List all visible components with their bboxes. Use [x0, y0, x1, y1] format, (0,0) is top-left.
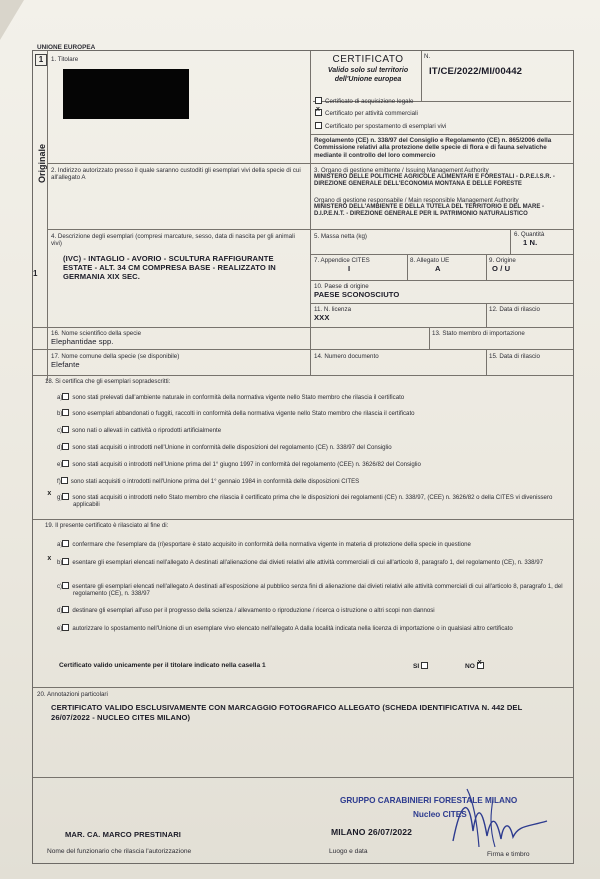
descrizione-value: (IVC) - INTAGLIO - AVORIO - SCULTURA RAFFIGURANTE ESTATE - ALT. 34 CM COMPRESA BASE - REALIZZATO IN GERMANIA XIX SEC.: [63, 254, 276, 281]
checkbox-18-d[interactable]: [62, 443, 69, 450]
option-spostamento[interactable]: Certificato per spostamento di esemplari vivi: [315, 122, 565, 130]
quantita-value: 1 N.: [523, 238, 538, 247]
indirizzo-label: 2. Indirizzo autorizzato presso il quale saranno custoditi gli esemplari vivi della specie di cui all'allegato A: [51, 167, 301, 182]
titolare-label: 1. Titolare: [51, 56, 79, 63]
section-18-item-b[interactable]: b) sono esemplari abbandonati o fuggiti, raccolti in conformità della normativa vigente nello Stato membro che rilascia il certificato: [57, 410, 415, 417]
allegato-value: A: [435, 264, 441, 273]
origine-value: O / U: [492, 264, 511, 273]
nome-comune-value: Elefante: [51, 360, 80, 369]
regulation-text: Regolamento (CE) n. 338/97 del Consiglio e Regolamento (CE) n. 865/2006 della Commissione relativi alla protezione delle specie di flora e di fauna selvatiche mediante il controllo del loro commercio: [314, 137, 552, 159]
organo-emittente-value: MINISTERO DELLE POLITICHE AGRICOLE ALIMENTARI E FORESTALI - D.P.E.I.S.R. - DIREZIONE GENERALE DELL'ECONOMIA MONTANA E DELLE FORESTE: [314, 174, 555, 188]
place-date-label: Luogo e data: [329, 848, 368, 855]
validity-note: Valido solo sul territorio dell'Unione europea: [327, 67, 409, 83]
checkbox-18-e[interactable]: [62, 460, 69, 467]
folded-corner: [0, 0, 24, 40]
section-18-list: [57, 393, 567, 511]
checkbox-18-b[interactable]: [62, 409, 69, 416]
redacted-holder: [63, 69, 189, 119]
certificate-options: [315, 97, 565, 130]
union-header: UNIONE EUROPEA: [37, 44, 96, 51]
checkbox-19-a[interactable]: [62, 540, 69, 547]
option-acquisizione[interactable]: Certificato di acquisizione legale: [315, 97, 565, 105]
stato-importazione-label: 13. Stato membro di importazione: [432, 330, 525, 337]
checkbox-19-e[interactable]: [62, 624, 69, 631]
organo-emittente-label: 3. Organo di gestione emittente / Issuing Management Authority: [314, 167, 489, 174]
organo-responsabile-value: MINISTERO DELL'AMBIENTE E DELLA TUTELA DEL TERRITORIO E DEL MARE - D.I.P.E.N.T. - DIREZIONE GENERALE PER IL PATRIMONIO NATURALISTICO: [314, 204, 544, 218]
section-19-item-d[interactable]: d) destinare gli esemplari all'uso per il progresso della scienza / allevamento o riproduzione / ricerca o istruzione o altri scopi non dannosi: [57, 607, 435, 614]
checkbox-18-g[interactable]: [62, 493, 69, 500]
official-name: MAR. CA. MARCO PRESTINARI: [65, 830, 181, 839]
data-rilascio-12-label: 12. Data di rilascio: [489, 306, 540, 313]
form-frame: [32, 44, 574, 864]
massa-label: 5. Massa netta (kg): [314, 233, 367, 240]
option-commerciali[interactable]: xCertificato per attività commerciali: [315, 109, 565, 117]
checkbox-19-d[interactable]: [62, 606, 69, 613]
paese-label: 10. Paese di origine: [314, 283, 369, 290]
si-option[interactable]: SI: [413, 662, 431, 670]
no-option[interactable]: NO x: [465, 662, 487, 670]
box-1-bottom: 1: [33, 269, 38, 278]
organo-responsabile-label: Organo di gestione responsabile / Main responsible Management Authority: [314, 197, 519, 204]
nome-scientifico-label: 16. Nome scientifico della specie: [51, 330, 142, 337]
nome-comune-label: 17. Nome comune della specie (se disponibile): [51, 353, 180, 360]
section-18-item-f[interactable]: f) sono stati acquisiti o introdotti nell'Unione prima del 1° gennaio 1984 in conformità delle disposizioni CITES: [57, 478, 360, 485]
copy-label: Originale: [37, 143, 47, 183]
section-19-item-e[interactable]: e) autorizzare lo spostamento nell'Unione di un esemplare vivo elencato nell'allegato A dalla località indicata nella licenza di importazione o in qualsiasi altro certificato: [57, 625, 513, 632]
section-18-item-c[interactable]: c) sono nati o allevati in cattività o riprodotti artificialmente: [57, 427, 222, 434]
section-18-title: 18. Si certifica che gli esemplari sopradescritti:: [45, 378, 171, 385]
box-1-top: 1: [35, 54, 47, 66]
checkbox-acquisizione[interactable]: [315, 97, 322, 104]
licenza-value: XXX: [314, 313, 330, 322]
checkbox-19-b[interactable]: [62, 558, 69, 565]
stamp-line-1: GRUPPO CARABINIERI FORESTALE MILANO: [340, 796, 518, 805]
paese-value: PAESE SCONOSCIUTO: [314, 290, 400, 299]
no-label: N.: [424, 53, 431, 60]
section-19-item-a[interactable]: a) confermare che l'esemplare da (ri)esportare è stato acquisito in conformità della normativa vigente in materia di protezione della specie in questione: [57, 541, 471, 548]
quantita-label: 6. Quantità: [514, 231, 545, 238]
section-18-item-g[interactable]: g)x sono stati acquisiti o introdotti nello Stato membro che rilascia il certificato prima che le disposizioni dei regolamenti (CE) n. 338/97, (CEE) n. 3626/82 o della CITES vi divenissero applicabili: [57, 493, 567, 511]
allegato-label: 8. Allegato UE: [410, 257, 450, 264]
certificate-number: IT/CE/2022/MI/00442: [429, 66, 523, 77]
signature-label: Firma e timbro: [487, 851, 530, 858]
holder-validity-note: Certificato valido unicamente per il titolare indicato nella casella 1: [59, 662, 266, 669]
origine-label: 9. Origine: [489, 257, 516, 264]
appendice-label: 7. Appendice CITES: [314, 257, 370, 264]
nome-scientifico-value: Elephantidae spp.: [51, 337, 114, 346]
checkbox-18-a[interactable]: [62, 393, 69, 400]
checkbox-si[interactable]: [421, 662, 428, 669]
data-rilascio-15-label: 15. Data di rilascio: [489, 353, 540, 360]
licenza-label: 11. N. licenza: [314, 306, 352, 313]
place-date: MILANO 26/07/2022: [331, 827, 412, 837]
signature-icon: [443, 781, 553, 853]
checkbox-no[interactable]: [477, 662, 484, 669]
section-19-item-b[interactable]: b)x esentare gli esemplari elencati nell'allegato A destinati all'alienazione dai divieti relativi alle attività commerciali di cui all'articolo 8, paragrafo 1, del regolamento (CE), n. 338/97: [57, 558, 569, 582]
section-19-list: [57, 540, 569, 644]
certificate-title: CERTIFICATO: [332, 54, 404, 65]
section-19-title: 19. Il presente certificato è rilasciato al fine di:: [45, 522, 169, 529]
checkbox-commerciali[interactable]: [315, 109, 322, 116]
section-19-item-c[interactable]: c) esentare gli esemplari elencati nell'allegato A destinati all'esposizione al pubblico senza fini di alienazione dai divieti relativi alle attività commerciali di cui all'articolo 8, paragrafo 1, del regolamento (CE), n. 338/97: [57, 583, 563, 598]
appendice-value: I: [348, 264, 351, 273]
official-label: Nome del funzionario che rilascia l'autorizzazione: [47, 848, 192, 855]
checkbox-spostamento[interactable]: [315, 122, 322, 129]
section-18-item-e[interactable]: e) sono stati acquisiti o introdotti nell'Unione prima del 1° giugno 1997 in conformità del regolamento (CEE) n. 3626/82 del Consiglio: [57, 461, 421, 468]
checkbox-18-f[interactable]: [61, 477, 68, 484]
section-20-text: CERTIFICATO VALIDO ESCLUSIVAMENTE CON MARCAGGIO FOTOGRAFICO ALLEGATO (SCHEDA IDENTIFICATIVA N. 442 DEL 26/07/2022 - NUCLEO CITES MILANO): [51, 703, 523, 722]
section-20-title: 20. Annotazioni particolari: [37, 691, 108, 698]
checkbox-19-c[interactable]: [62, 582, 69, 589]
descrizione-label: 4. Descrizione degli esemplari (compresi marcature, sesso, data di nascita per gli animali vivi): [51, 233, 295, 248]
stamp-line-2: Nucleo CITES: [413, 810, 467, 819]
checkbox-18-c[interactable]: [62, 426, 69, 433]
section-18-item-d[interactable]: d) sono stati acquisiti o introdotti nell'Unione in conformità delle disposizioni del regolamento (CE) n. 338/97 del Consiglio: [57, 444, 392, 451]
section-18-item-a[interactable]: a) sono stati prelevati dall'ambiente naturale in conformità della normativa vigente nello Stato membro che rilascia il certificato: [57, 394, 405, 401]
numero-documento-label: 14. Numero documento: [314, 353, 379, 360]
